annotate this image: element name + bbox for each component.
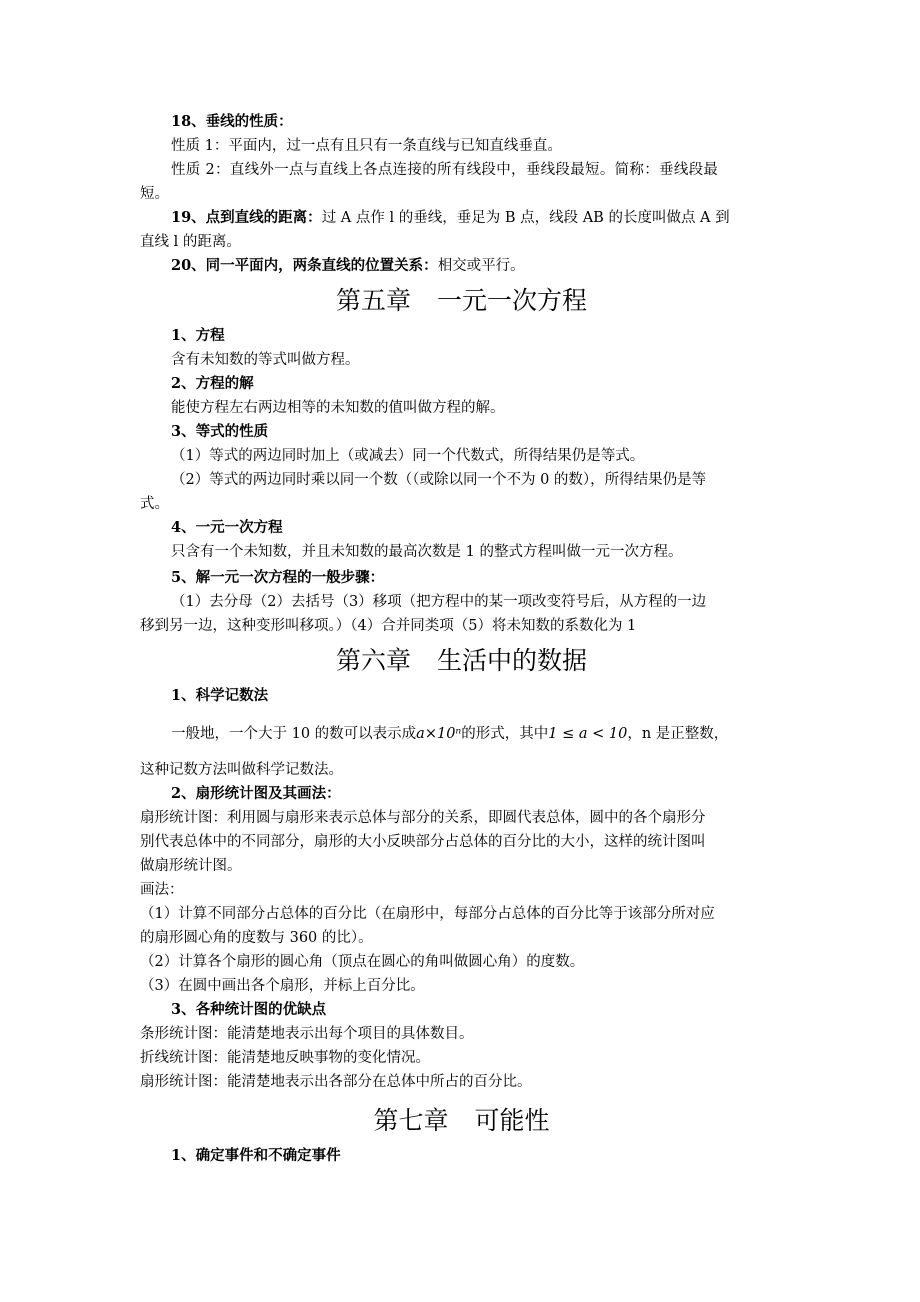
ch5-s3-line2: （2）等式的两边同时乘以同一个数（（或除以同一个不为 0 的数），所得结果仍是等	[171, 472, 707, 488]
ch6-s1-line2: 这种记数方法叫做科学记数法。	[140, 762, 343, 778]
ch6-s2-desc-line3: 做扇形统计图。	[140, 858, 242, 874]
section-18-property-1: 性质 1：平面内，过一点有且只有一条直线与已知直线垂直。	[171, 138, 562, 154]
ch5-s5-line1: （1）去分母（2）去括号（3）移项（把方程中的某一项改变符号后，从方程的一边	[171, 594, 707, 610]
ch6-s1-line1	[140, 708, 783, 754]
chapter-7-label: 第七章	[373, 1106, 449, 1135]
section-19-line1	[140, 206, 783, 230]
ch6-s1-pre: 一般地，一个大于 10 的数可以表示成	[171, 726, 417, 742]
ch6-s2-step3: （3）在圆中画出各个扇形，并标上百分比。	[140, 978, 425, 994]
ch6-s2-desc-line1: 扇形统计图：利用圆与扇形来表示总体与部分的关系，即圆代表总体，圆中的各个扇形分	[140, 810, 706, 826]
chapter-7-heading	[140, 1098, 783, 1144]
ch6-s2-method-label: 画法：	[140, 882, 184, 898]
section-20-text: 相交或平行。	[437, 258, 525, 274]
section-18-property-2-line2: 短。	[140, 186, 169, 202]
ch6-s1-post: ，n 是正整数，	[627, 726, 729, 742]
ch5-item-1-title: 1、方程	[171, 327, 225, 344]
section-19-text-a: 过 A 点作 l 的垂线，垂足为 B 点，线段 AB 的长度叫做点 A 到	[321, 210, 730, 226]
ch5-s4-text: 只含有一个未知数，并且未知数的最高次数是 1 的整式方程叫做一元一次方程。	[171, 544, 683, 560]
section-19-title: 19、点到直线的距离：	[171, 209, 322, 226]
ch5-item-2-text: 能使方程左右两边相等的未知数的值叫做方程的解。	[171, 400, 505, 416]
ch6-s2-step2: （2）计算各个扇形的圆心角（顶点在圆心的角叫做圆心角）的度数。	[140, 954, 585, 970]
document-page	[140, 110, 783, 1168]
section-20-line	[140, 254, 783, 278]
ch5-s4-title: 4、一元一次方程	[171, 519, 283, 536]
ch5-item-2-title: 2、方程的解	[171, 375, 254, 392]
section-18-title: 18、垂线的性质：	[171, 113, 293, 130]
ch5-s3-line3: 式。	[140, 496, 169, 512]
chapter-6-label: 第六章	[335, 646, 411, 675]
ch6-s3-title: 3、各种统计图的优缺点	[171, 1001, 327, 1018]
chapter-5-heading	[140, 278, 783, 324]
ch6-s2-title: 2、扇形统计图及其画法：	[171, 785, 341, 802]
section-18-property-2-line1: 性质 2：直线外一点与直线上各点连接的所有线段中，垂线段最短。简称：垂线段最	[171, 162, 719, 178]
ch6-s1-title: 1、科学记数法	[171, 687, 269, 704]
chapter-7-name: 可能性	[474, 1106, 550, 1135]
chapter-6-name: 生活中的数据	[437, 646, 588, 675]
chapter-5-label: 第五章	[335, 286, 411, 315]
coefficient-range-formula: 1 ≤ a < 10	[548, 726, 628, 742]
ch5-s5-line2: 移到另一边，这种变形叫移项。）（4）合并同类项（5）将未知数的系数化为 1	[140, 618, 637, 634]
ch5-s3-title: 3、等式的性质	[171, 423, 269, 440]
scientific-notation-formula: a×10ⁿ	[416, 726, 462, 742]
ch6-s3-pie-chart: 扇形统计图：能清楚地表示出各部分在总体中所占的百分比。	[140, 1074, 532, 1090]
chapter-5-name: 一元一次方程	[437, 286, 588, 315]
ch6-s3-line-chart: 折线统计图：能清楚地反映事物的变化情况。	[140, 1050, 430, 1066]
chapter-6-heading	[140, 638, 783, 684]
ch6-s1-mid: 的形式，其中	[461, 726, 549, 742]
section-20-title: 20、同一平面内，两条直线的位置关系：	[171, 257, 438, 274]
ch6-s2-step1-line1: （1）计算不同部分占总体的百分比（在扇形中，每部分占总体的百分比等于该部分所对应	[140, 906, 715, 922]
section-19-line2: 直线 l 的距离。	[140, 234, 241, 250]
ch5-s3-line1: （1）等式的两边同时加上（或减去）同一个代数式，所得结果仍是等式。	[171, 448, 645, 464]
ch6-s2-step1-line2: 的扇形圆心角的度数与 360 的比）。	[140, 930, 373, 946]
ch5-s5-title: 5、解一元一次方程的一般步骤：	[171, 569, 385, 586]
ch7-s1-title: 1、确定事件和不确定事件	[171, 1147, 341, 1164]
ch6-s2-desc-line2: 别代表总体中的不同部分，扇形的大小反映部分占总体的百分比的大小，这样的统计图叫	[140, 834, 706, 850]
ch6-s3-bar-chart: 条形统计图：能清楚地表示出每个项目的具体数目。	[140, 1026, 474, 1042]
ch5-item-1-text: 含有未知数的等式叫做方程。	[171, 352, 360, 368]
